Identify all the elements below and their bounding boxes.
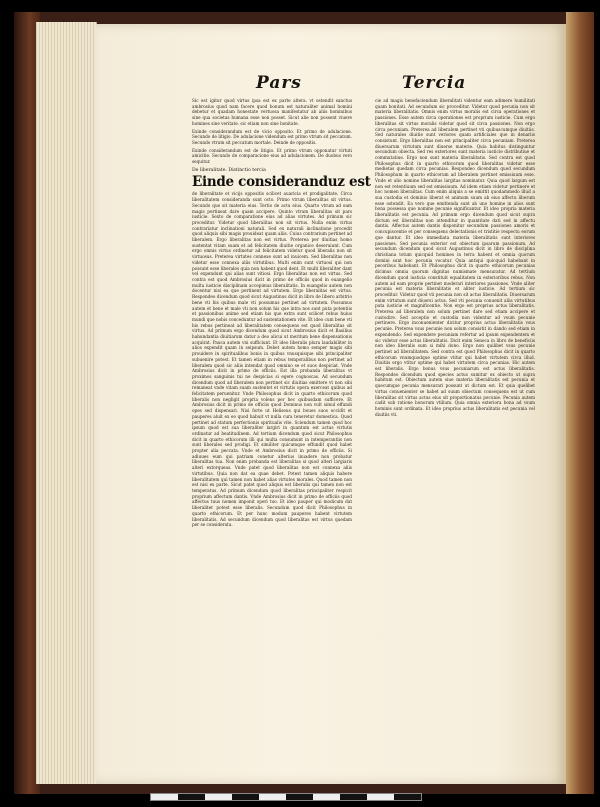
paragraph-body: cie ad magis benefaciendum liberalitati videntur eam adimere humilitati quam bonitati. Ad secundum sic proceditur. Videtur quod pecunia non sit materia liberalitatis. Omnis enim virtus moralis est circa operationes et passiones. Esse autem circa operationes est proprium iusticie. Cum ergo liberalitas sit virtus moralis videtur quod sit circa passiones. Non ergo circa pecuniam. Preterea ad liberalem pertinet vti quibuscumque diuitiis. Sed naturales diuitie sunt veriores quam artificiales que in denariis consistunt. Ergo liberalitas non est principaliter circa pecuniam. Preterea diuersarum virtutum sunt diuerse materie. Quia habitus distinguntur secundum obiecta. Sed res exteriores sunt materia iusticie distributiue et commutatiue. Ergo non sunt materia liberalitatis. Sed contra est quod Philosophus dicit in quarto ethicorum quod liberalitas videtur esse medietas quedam circa pecunias. Respondeo dicendum quod secundum Philosophum in quarto ethicorum ad liberalem pertinet emissiuum esse. Vnde et alio nomine liberalitas largitas nominatur. Quia quod largum est non est retentiuum sed est emissiuum. Ad idem etiam videtur pertinere et hoc nomen liberalitas. Cum enim aliquis a se emittit quodammodo illud a sua custodia et dominio liberat et animum suum ab eius affectu liberum esse ostendit. Ea vero que emittenda sunt ab uno homine in alios sunt bona possessa que nomine pecunie significantur. Et ideo propria materia liberalitatis est pecunia. Ad primum ergo dicendum quod sicut supra dictum est liberalitas non attenditur in quantitate dati sed in affectu dantis. Affectus autem dantis disponitur secundum passiones amoris et concupiscentie et per consequens delectationis et tristitie respectu eorum que dantur. Et ideo immediata materia liberalitatis sunt interiores passiones. Sed pecunia exterior est obiectum ipsarum passionum. Ad secundum dicendum quod sicut Augustinus dicit in libro de disciplina christiana totum quicquid homines in terra habent et omnia quorum domini sunt hoc pecunia vocatur. Quia antiqui quicquid habebant in pecoribus habebant. Et Philosophus dicit in quarto ethicorum pecunias dicimus omnia quorum dignitas numismate mensuratur. Ad tertium dicendum quod iusticia constituit equalitatem in exterioribus rebus. Non autem ad eam proprie pertinet moderari interiores passiones. Vnde aliter pecunia est materia liberalitatis et aliter iusticie. Ad tertium sic proceditur. Videtur quod vti pecunia non sit actus liberalitatis. Diuersarum enim virtutum sunt diuersi actus. Sed vti pecunia conuenit aliis virtutibus puta iusticie et magnificentie. Non ergo est proprius actus liberalitatis. Preterea ad liberalem non solum pertinet dare sed etiam accipere et custodire. Sed acceptio et custodia non videntur ad vsum pecunie pertinere. Ergo inconuenienter dicitur proprius actus liberalitatis vsus pecunie. Preterea vsus pecunie non solum consistit in dando sed etiam in expendendo. Sed expendere pecuniam refertur ad ipsum expendentem et sic videtur esse actus liberalitatis. Dicit enim Seneca in libro de beneficiis non ideo liberalis sum si mihi dono. Ergo non quilibet vsus pecunie pertinet ad liberalitatem. Sed contra est quod Philosophus dicit in quarto ethicorum vnumquodque optime vtitur qui habet virtutem circa illud. Diuitiis ergo vtitur optime qui habet virtutem circa pecunias. Hic autem est liberalis. Ergo bonus vsus pecuniarum est actus liberalitatis. Respondeo dicendum quod species actus sumitur ex obiecto ut supra habitum est. Obiectum autem siue materia liberalitatis est pecunia et quecumque pecunia mensurari possunt ut dictum est. Et quia quelibet virtus conuenienter se habet ad suum obiectum consequens est ut cum liberalitas sit virtus actus eius sit proportionatus pecunie. Pecunia autem cadit sub ratione bonorum vtilium. Quia omnia exteriora bona ad vsum hominis sunt ordinata. Et ideo proprius actus liberalitatis est pecunia vel diuitiis vti. (375, 98, 535, 417)
section-label: De liberalitate. Distinctio tercia (192, 167, 266, 173)
paragraph-body: de liberalitate et vicijs oppositis scilicet auaricia et prodigalitate. Circa liberalitatem consideranda sunt octo. Primo vtrum liberalitas sit virtus. Secundo que sit materia eius. Tertio de actu eius. Quarto vtrum ad eam magis pertineat dare quam accipere. Quinto vtrum liberalitas sit pars iusticie. Sexto de comparatione eius ad alias virtutes. Ad primum sic proceditur. Videtur quod liberalitas non sit virtus. Nulla enim virtus contrariatur inclinationi naturali. Sed ex naturali inclinatione procedit quod aliquis sibi magis prouideat quam aliis. Cuius contrarium pertinet ad liberalem. Ergo liberalitas non est virtus. Preterea per diuitias homo sustentat vitam suam et ad felicitatem diuitie organice deseruiunt. Cum ergo omnis virtus ordinetur ad felicitatem videtur quod liberalis non sit virtuosus. Preterea virtutes connexe sunt ad inuicem. Sed liberalitas non videtur esse connexa aliis virtutibus. Multi enim sunt virtuosi qui non possunt esse liberales quia non habent quod dent. Et multi liberaliter dant vel expendunt qui alias sunt vitiosi. Ergo liberalitas non est virtus. Sed contra est quod Ambrosius dicit in primo de officiis quod in euangelio multa iusticie disciplinam accepimus liberalitatis. In euangelio autem non docentur nisi ea que pertinent ad virtutem. Ergo liberalitas est virtus. Respondeo dicendum quod sicut Augustinus dicit in libro de libero arbitrio bene vti his quibus male vti possumus pertinet ad virtutem. Possumus autem et bene et male vti non solum his que intra nos sunt puta potentiis et passionibus anime sed etiam his que extra sunt scilicet rebus huius mundi que nobis conceduntur ad sustentationem vite. Et ideo cum bene vti his rebus pertineat ad liberalitatem consequens est quod liberalitas sit virtus. Ad primum ergo dicendum quod sicut Ambrosius dicit et Basilius habundantia diuitiarum datur a deo alicui ut meritum bene dispensationis acquirat. Pauca autem vni sufficiunt. Et ideo liberalis plura laudabiliter in alios expendit quam in seipsum. Debet autem homo semper magis sibi prouidere in spiritualibus bonis in quibus vnusquisque sibi principaliter subuenire potest. Et tamen etiam in rebus temporalibus non pertinet ad liberalem quod sic aliis intendat quod omnino se et suos despiciat. Vnde Ambrosius dicit in primo de officiis. Est illa probanda liberalitas vt proximos sanguinis tui ne despicias si egere cognoscas. Ad secundum dicendum quod ad liberalem non pertinet sic diuitias emittere vt non sibi remaneat vnde vitam suam sustentet et virtutis opera exerceat quibus ad felicitatem peruenitur. Vnde Philosophus dicit in quarto ethicorum quod liberalis non negligit propria volens per hec quibusdam sufficere. Et Ambrosius dicit in primo de officiis quod Dominus non vult simul effundi opes sed dispensari. Nisi forte ut Heliseus qui boues suos occidit et pauperes aluit ex eo quod habuit vt nulla cura teneretur domestica. Quod pertinet ad statum perfectionis spiritualis vite. Sciendum tamen quod hoc ipsum quod est sua liberaliter largiri in quantum est actus virtutis ordinatur ad beatitudinem. Ad tertium dicendum quod sicut Philosophus dicit in quarto ethicorum illi qui multa consumunt in intemperantiis non sunt liberales sed prodigi. Et similiter quicumque effundit quod habet propter alia peccata. Vnde et Ambrosius dicit in primo de officiis. Si adiuues eum qui patriam conetur alterius inuadere non probatur liberalitas tua. Non enim probanda est liberalitas si quod alteri largiaris alteri extorqueas. Vnde patet quod liberalitas non est connexa aliis virtutibus. Quia non dat ea quae debet. Potest tamen aliquis habere liberalitatem qui tamen non habet alias virtutes morales. Quod tamen non est nisi ex parte. Sicut patet quod aliquis est liberalis qui tamen non est temperatus. Ad primum dicendum quod liberalitas principaliter respicit proprium affectum dantis. Vnde Ambrosius dicit in primo de officiis quod affectus tuus nomen imponit operi tuo. Et ideo pauper qui modicum dat liberaliter potest esse liberalis. Secundum quod dicit Philosophus in quarto ethicorum. Et per hunc modum pauperes habent virtutem liberalitatis. Ad secundum dicendum quod liberalitas est virtus quedam per se considerata. (192, 191, 352, 528)
running-header-left: Pars (256, 73, 302, 93)
right-cover-edge (566, 12, 594, 794)
page-stack-edge (36, 22, 97, 784)
paragraph: Exinde considerandum est de vicio opposito. Et primo de adulacione. Secundo de litigio. De adulacione videndum est primo vtrum sit peccatum. Secundo vtrum sit peccatum mortale. Deinde de oppositis. (192, 128, 352, 145)
text-column-right (375, 98, 535, 666)
color-scale-bar (150, 793, 422, 801)
paragraph: Sic est igitur quod virtus ipsa est ex parte altera. vt ostendit sanctus ambrosius quod nam facere quod bonum est naturaliter animal homini debetur et quadam honestate vertuosa manifestatur ab aliis hominibus sine qua societas humana esse non posset. Sicut alie non possent viuere homines sine veritate. sic etiam non sine bonitate. (192, 98, 352, 126)
running-header-right: Tercia (402, 73, 467, 93)
paragraph: Exinde considerandum est de litigio. Et primo vtrum opponatur virtuti amicitie. Secundo de comparacione eius ad adulacionem. De duobus vero sequitur. (192, 147, 352, 165)
chapter-heading: Einde consideranduz est (192, 174, 371, 191)
text-column-left (192, 98, 371, 672)
